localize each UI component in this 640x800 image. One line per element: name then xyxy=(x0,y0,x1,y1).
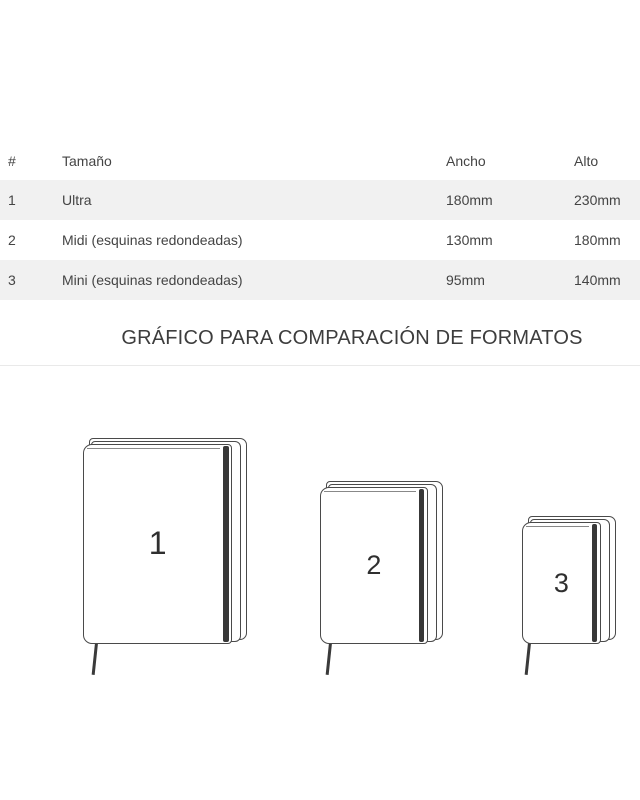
row-height-value: 230mm xyxy=(574,192,621,208)
notebook-illustration-3 xyxy=(522,522,601,644)
row-width-value: 95mm xyxy=(446,272,485,288)
col-header-alto: Alto xyxy=(574,153,599,169)
notebook-ribbon-bookmark xyxy=(525,643,531,675)
notebook-ribbon-bookmark xyxy=(325,643,331,675)
table-row xyxy=(0,220,640,260)
notebook-front-cover xyxy=(320,487,428,644)
format-comparison-figure xyxy=(0,366,640,800)
row-width-value: 130mm xyxy=(446,232,493,248)
col-header-tamano: Tamaño xyxy=(62,153,112,169)
notebook-front-cover xyxy=(83,444,232,644)
row-size-name: Midi (esquinas redondeadas) xyxy=(62,232,243,248)
table-row xyxy=(0,260,640,300)
notebook-front-cover xyxy=(522,522,601,644)
row-number: 3 xyxy=(8,272,16,288)
table-row xyxy=(0,180,640,220)
figure-title: GRÁFICO PARA COMPARACIÓN DE FORMATOS xyxy=(121,327,583,349)
row-size-name: Ultra xyxy=(62,192,92,208)
row-size-name: Mini (esquinas redondeadas) xyxy=(62,272,243,288)
row-width-value: 180mm xyxy=(446,192,493,208)
col-header-ancho: Ancho xyxy=(446,153,486,169)
notebook-illustration-2 xyxy=(320,487,428,644)
notebook-number: 3 xyxy=(553,567,569,598)
notebook-number: 1 xyxy=(148,525,167,562)
row-number: 2 xyxy=(8,232,16,248)
col-header-number: # xyxy=(8,153,16,169)
row-number: 1 xyxy=(8,192,16,208)
notebook-number: 2 xyxy=(366,550,382,581)
row-height-value: 140mm xyxy=(574,272,621,288)
table-header-row xyxy=(0,142,640,180)
size-table xyxy=(0,142,640,300)
notebook-ribbon-bookmark xyxy=(92,643,98,675)
row-height-value: 180mm xyxy=(574,232,621,248)
notebook-illustration-1 xyxy=(83,444,232,644)
